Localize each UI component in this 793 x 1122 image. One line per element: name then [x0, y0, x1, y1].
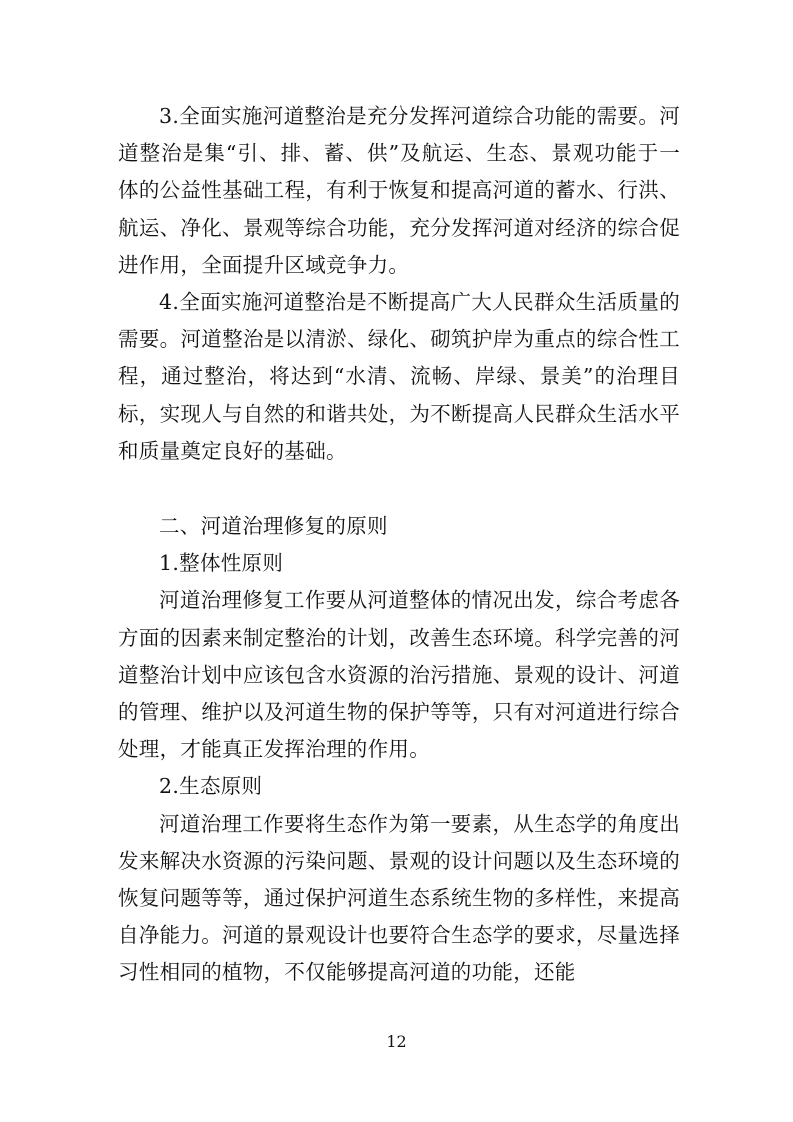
principle-1-text: 河道治理修复工作要从河道整体的情况出发，综合考虑各方面的因素来制定整治的计划，改善生态环境。科学完善的河道整治计划中应该包含水资源的治污措施、景观的设计、河道的管理、维护以及河道生物的保护等等，只有对河道进行综合处理，才能真正发挥治理的作用。	[118, 588, 680, 762]
page-number: 12	[386, 1032, 407, 1051]
principle-2-heading: 2.生态原则	[159, 774, 263, 799]
paragraph-comprehensive-function: 3.全面实施河道整治是充分发挥河道综合功能的需要。河道整治是集“引、排、蓄、供”及航运、生态、景观功能于一体的公益性基础工程，有利于恢复和提高河道的蓄水、行洪、航运、净化、景观等综合功能，充分发挥河道对经济的综合促进作用，全面提升区域竞争力。	[118, 104, 680, 277]
paragraph-living-quality: 4.全面实施河道整治是不断提高广大人民群众生活质量的需要。河道整治是以清淤、绿化、砌筑护岸为重点的综合性工程，通过整治，将达到“水清、流畅、岸绿、景美”的治理目标，实现人与自然的和谐共处，为不断提高人民群众生活水平和质量奠定良好的基础。	[118, 290, 680, 463]
principle-2-text: 河道治理工作要将生态作为第一要素，从生态学的角度出发来解决水资源的污染问题、景观的设计问题以及生态环境的恢复问题等等，通过保护河道生态系统生物的多样性，来提高自净能力。河道的景观设计也要符合生态学的要求，尽量选择习性相同的植物，不仅能够提高河道的功能，还能	[118, 811, 680, 985]
document-body	[118, 98, 680, 992]
principle-1-heading: 1.整体性原则	[159, 551, 284, 576]
paragraph-spacer	[118, 470, 680, 508]
section-heading: 二、河道治理修复的原则	[159, 514, 388, 539]
